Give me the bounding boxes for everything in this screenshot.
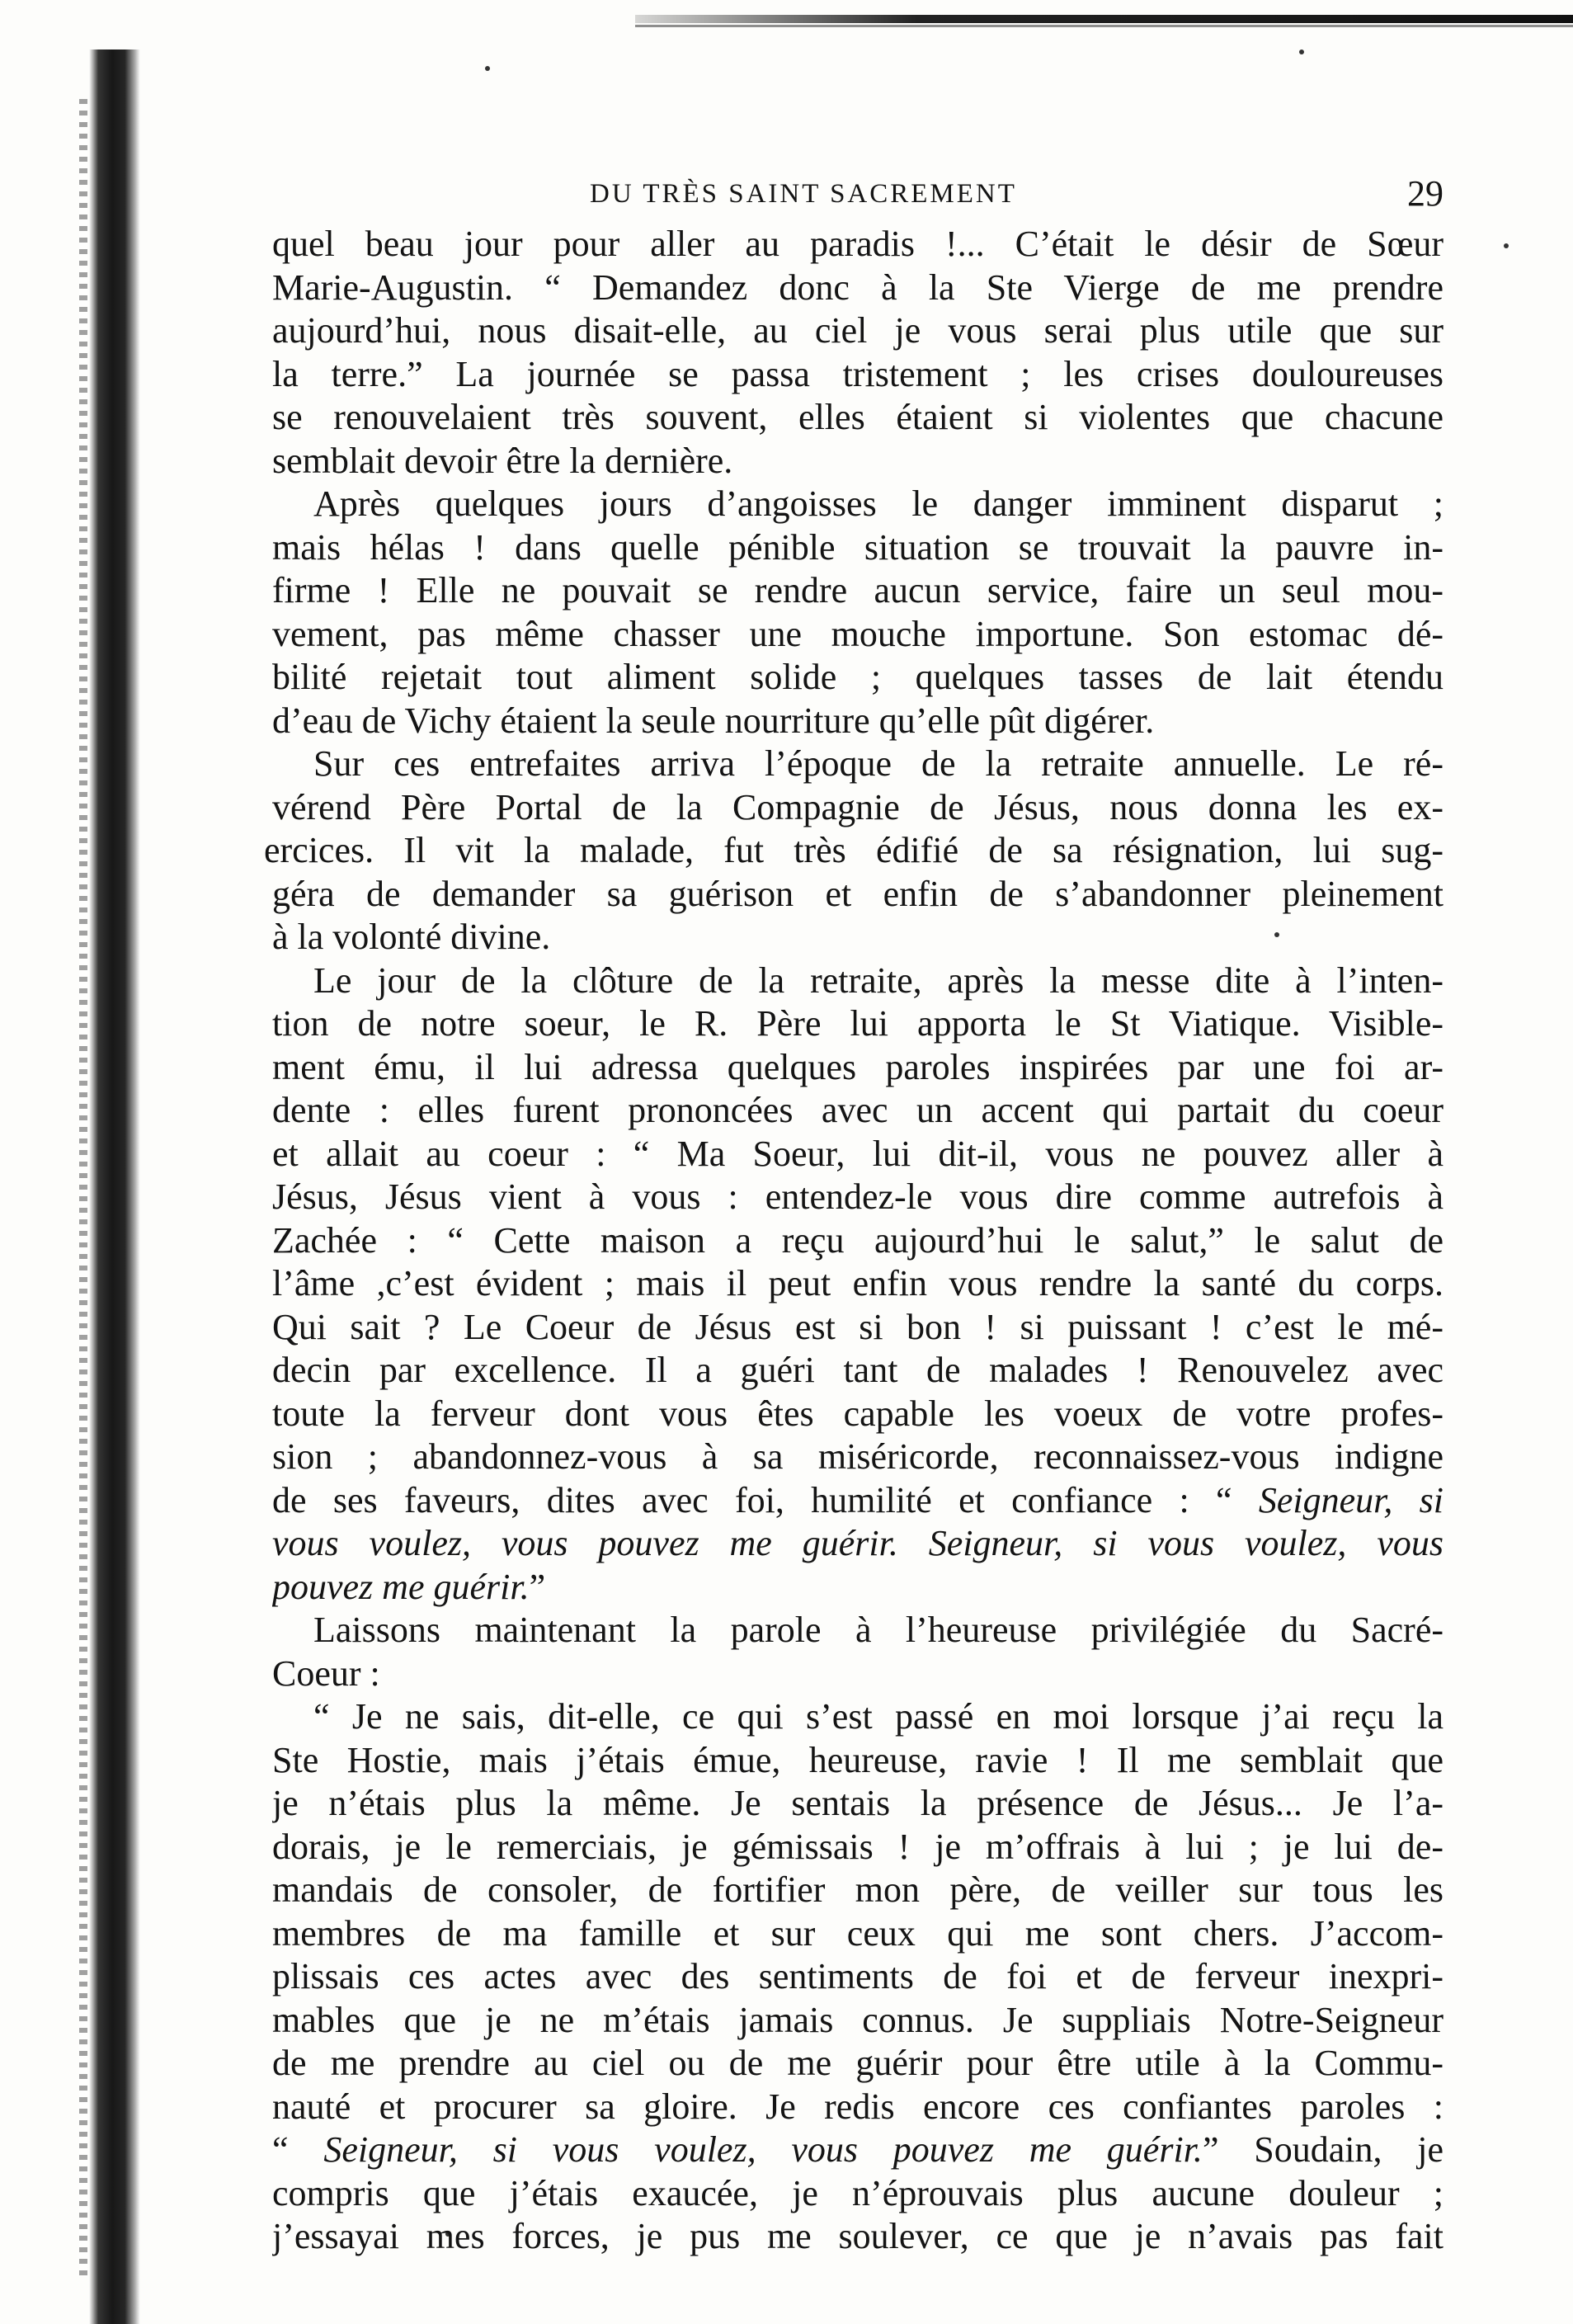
text-line: nauté et procurer sa gloire. Je redis encore ces confiantes paroles : bbox=[272, 2086, 1443, 2127]
text-line: dorais, je le remerciais, je gémissais ! je m’offrais à lui ; je lui de- bbox=[272, 1826, 1443, 1867]
text-line: ercices. Il vit la malade, fut très édifié de sa résignation, lui sug- bbox=[264, 830, 1443, 870]
text-line: “ Seigneur, si vous voulez, vous pouvez me guérir.” Soudain, je bbox=[272, 2129, 1443, 2170]
text-line: sion ; abandonnez-vous à sa miséricorde, reconnaissez-vous indigne bbox=[272, 1436, 1443, 1477]
text-line: “ Je ne sais, dit-elle, ce qui s’est passé en moi lorsque j’ai reçu la bbox=[313, 1696, 1443, 1737]
text-line: mandais de consoler, de fortifier mon père, de veiller sur tous les bbox=[272, 1869, 1443, 1910]
text-line: Laissons maintenant la parole à l’heureuse privilégiée du Sacré- bbox=[313, 1610, 1443, 1650]
text-line: plissais ces actes avec des sentiments de foi et de ferveur inexpri- bbox=[272, 1956, 1443, 1996]
text-line: Le jour de la clôture de la retraite, après la messe dite à l’inten- bbox=[313, 959, 1443, 1001]
text-line: Zachée : “ Cette maison a reçu aujourd’hui le salut,” le salut de bbox=[272, 1219, 1443, 1261]
text-line: géra de demander sa guérison et enfin de s’abandonner pleinement bbox=[272, 873, 1443, 914]
text-line: vous voulez, vous pouvez me guérir. Seigneur, si vous voulez, vous bbox=[272, 1523, 1443, 1563]
text-line: mables que je ne m’étais jamais connus. Je suppliais Notre-Seigneur bbox=[272, 1999, 1443, 2040]
text-line: mais hélas ! dans quelle pénible situation se trouvait la pauvre in- bbox=[272, 526, 1443, 568]
running-head bbox=[272, 169, 1443, 219]
text-line: toute la ferveur dont vous êtes capable les voeux de votre profes- bbox=[272, 1393, 1443, 1434]
scan-top-rule bbox=[635, 15, 1573, 23]
text-line: decin par excellence. Il a guéri tant de malades ! Renouvelez avec bbox=[272, 1350, 1443, 1390]
text-line: Coeur : bbox=[272, 1652, 380, 1694]
text-line: Jésus, Jésus vient à vous : entendez-le vous dire comme autrefois à bbox=[272, 1176, 1443, 1217]
text-line: bilité rejetait tout aliment solide ; quelques tasses de lait étendu bbox=[272, 657, 1443, 697]
scan-top-rule-thin bbox=[635, 25, 1573, 27]
text-line: firme ! Elle ne pouvait se rendre aucun service, faire un seul mou- bbox=[272, 570, 1443, 610]
text-line: quel beau jour pour aller au paradis !... C’était le désir de Sœur bbox=[272, 224, 1443, 264]
text-line: Ste Hostie, mais j’étais émue, heureuse, ravie ! Il me semblait que bbox=[272, 1739, 1443, 1780]
text-line: dente : elles furent prononcées avec un accent qui partait du coeur bbox=[272, 1090, 1443, 1130]
binding-edge bbox=[79, 99, 87, 2277]
text-line: Sur ces entrefaites arriva l’époque de la retraite annuelle. Le ré- bbox=[313, 743, 1443, 784]
text-line: je n’étais plus la même. Je sentais la présence de Jésus... Je l’a- bbox=[272, 1783, 1443, 1823]
text-line: vérend Père Portal de la Compagnie de Jésus, nous donna les ex- bbox=[272, 786, 1443, 827]
text-line: se renouvelaient très souvent, elles étaient si violentes que chacune bbox=[272, 397, 1443, 437]
text-line: ment ému, il lui adressa quelques paroles inspirées par une foi ar- bbox=[272, 1046, 1443, 1087]
text-line: Marie-Augustin. “ Demandez donc à la Ste Vierge de me prendre bbox=[272, 266, 1443, 308]
text-line: semblait devoir être la dernière. bbox=[272, 440, 733, 481]
text-line: de ses faveurs, dites avec foi, humilité et confiance : “ Seigneur, si bbox=[272, 1479, 1443, 1520]
text-line: et allait au coeur : “ Ma Soeur, lui dit-il, vous ne pouvez aller à bbox=[272, 1133, 1443, 1174]
text-line: tion de notre soeur, le R. Père lui apporta le St Viatique. Visible- bbox=[272, 1003, 1443, 1044]
speck bbox=[1299, 49, 1304, 54]
body-text bbox=[264, 223, 1443, 2259]
text-line: membres de ma famille et sur ceux qui me sont chers. J’accom- bbox=[272, 1912, 1443, 1954]
text-line: pouvez me guérir.” bbox=[272, 1566, 546, 1607]
text-line: d’eau de Vichy étaient la seule nourriture qu’elle pût digérer. bbox=[272, 700, 1155, 741]
text-line: la terre.” La journée se passa tristement ; les crises douloureuses bbox=[272, 353, 1443, 394]
page-number: 29 bbox=[1407, 173, 1443, 214]
speck bbox=[1504, 243, 1509, 248]
text-line: j’essayai mes forces, je pus me soulever, ce que je n’avais pas fait bbox=[272, 2216, 1443, 2256]
text-line: vement, pas même chasser une mouche importune. Son estomac dé- bbox=[272, 613, 1443, 654]
running-title: DU TRÈS SAINT SACREMENT bbox=[590, 179, 1017, 209]
text-line: à la volonté divine. bbox=[272, 917, 551, 957]
text-line: Après quelques jours d’angoisses le danger imminent disparut ; bbox=[313, 483, 1443, 524]
text-line: aujourd’hui, nous disait-elle, au ciel je vous serai plus utile que sur bbox=[272, 310, 1443, 351]
speck bbox=[485, 66, 490, 71]
text-line: de me prendre au ciel ou de me guérir pour être utile à la Commu- bbox=[272, 2043, 1443, 2083]
text-line: compris que j’étais exaucée, je n’éprouvais plus aucune douleur ; bbox=[272, 2172, 1443, 2213]
text-line: l’âme ,c’est évident ; mais il peut enfin vous rendre la santé du corps. bbox=[272, 1263, 1443, 1303]
text-line: Qui sait ? Le Coeur de Jésus est si bon ! si puissant ! c’est le mé- bbox=[272, 1306, 1443, 1347]
binding-shadow bbox=[89, 49, 140, 2324]
